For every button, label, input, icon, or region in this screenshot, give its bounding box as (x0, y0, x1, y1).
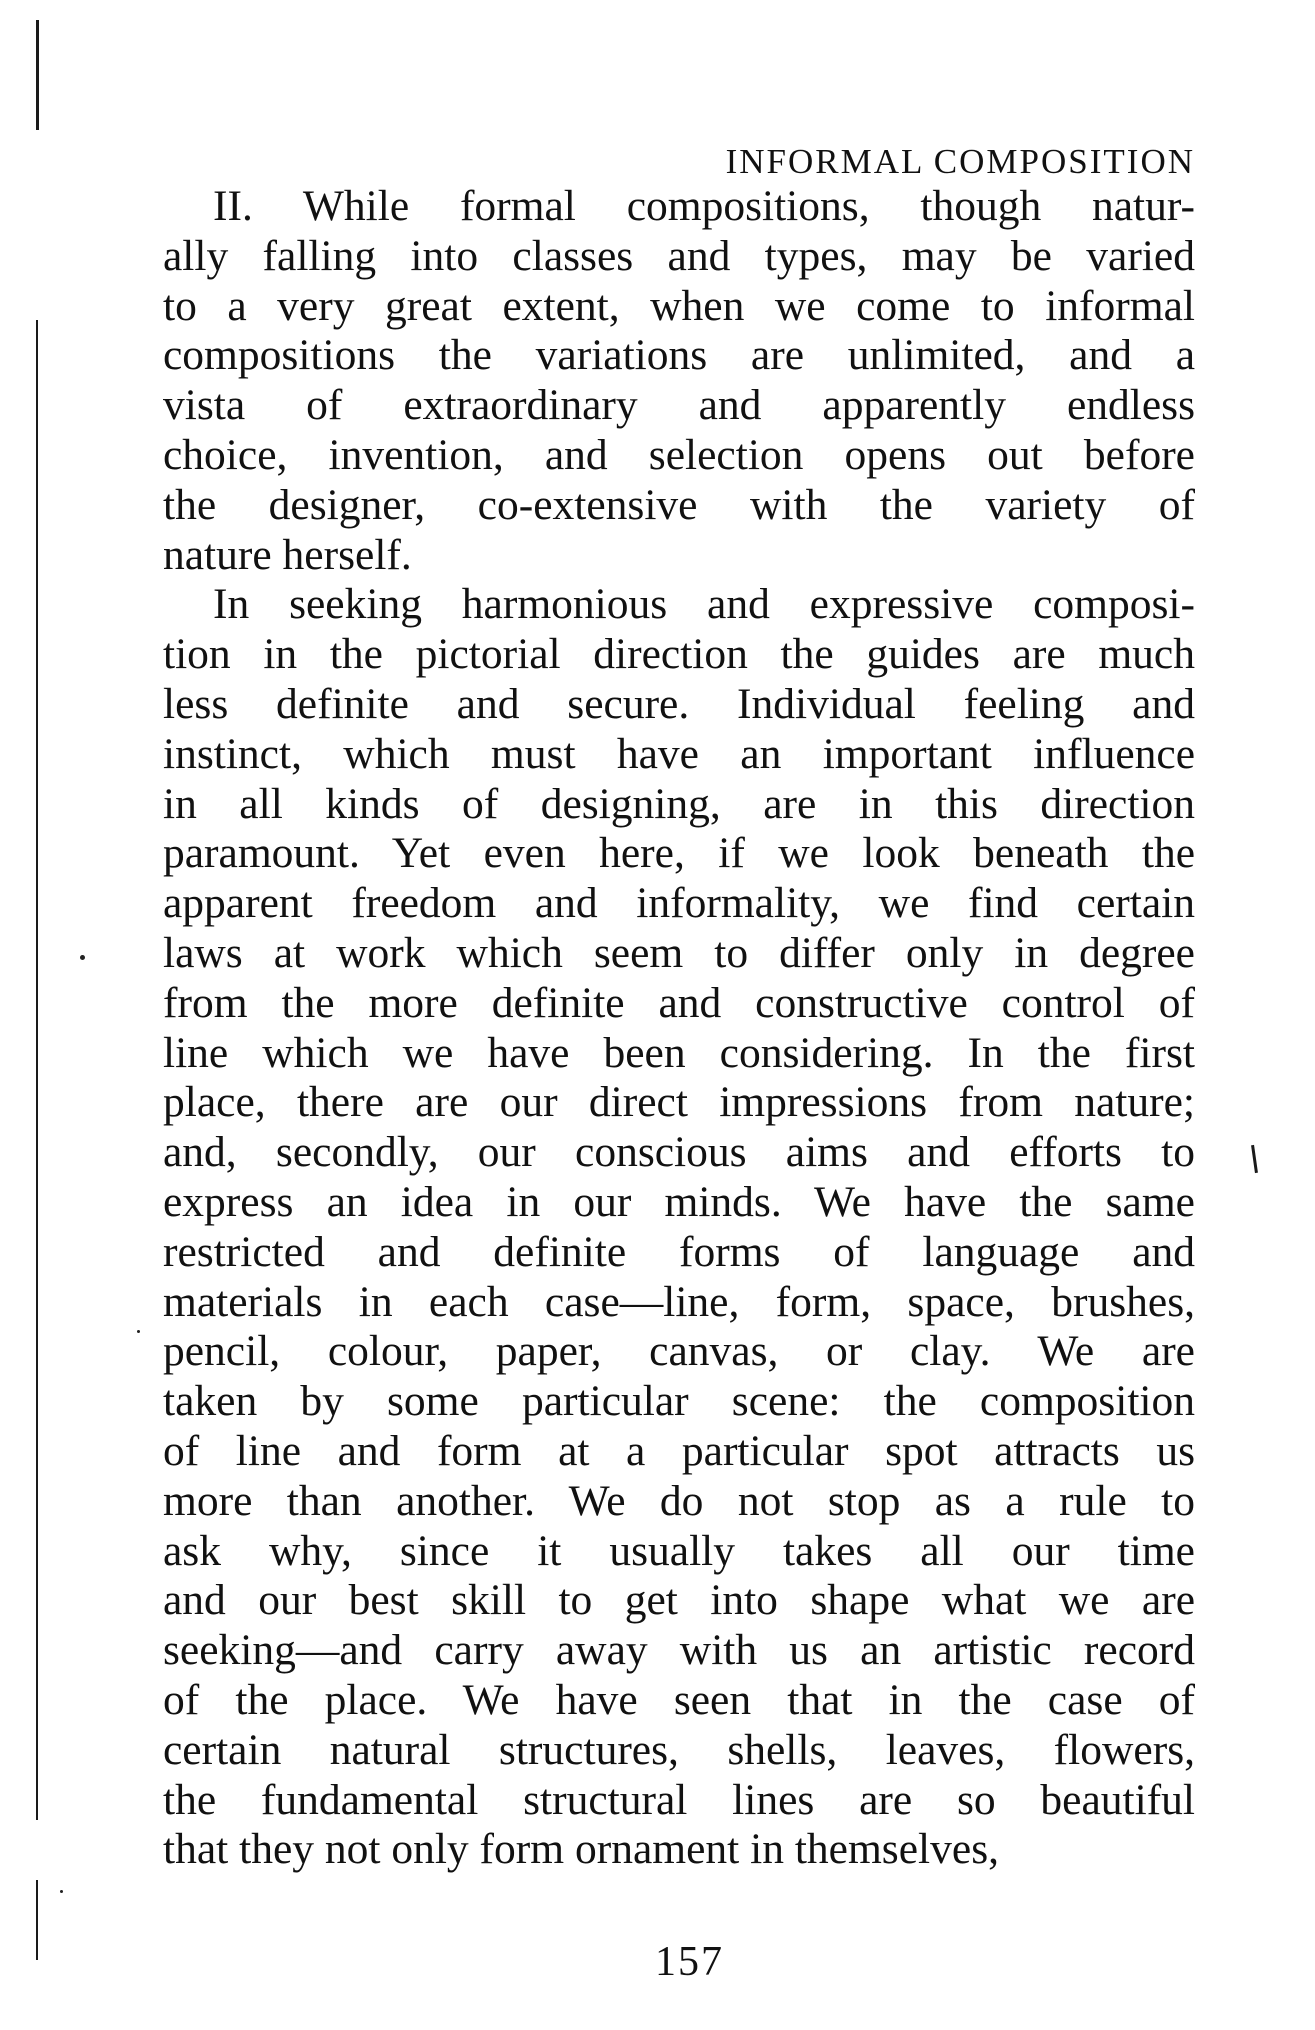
paragraph (163, 580, 1195, 1875)
text-line: vista of extraordinary and apparently endless (163, 381, 1195, 430)
text-line: nature herself. (163, 530, 412, 579)
text-line: that they not only form ornament in themselves, (163, 1825, 999, 1874)
text-line: II. While formal compositions, though natur- (213, 182, 1195, 230)
text-line: express an idea in our minds. We have the same (163, 1177, 1195, 1226)
text-line: place, there are our direct impressions from nature; (163, 1078, 1195, 1127)
binding-edge-mark (36, 320, 38, 1820)
text-line: more than another. We do not stop as a rule to (163, 1476, 1195, 1525)
page-number: 157 (655, 1939, 724, 1985)
text-line: ask why, since it usually takes all our time (163, 1526, 1195, 1575)
text-line: the designer, co-extensive with the variety of (163, 480, 1195, 529)
margin-mark (1251, 1145, 1258, 1173)
text-line: to a very great extent, when we come to informal (163, 281, 1195, 330)
text-line: compositions the variations are unlimited, and a (163, 331, 1195, 380)
text-line: from the more definite and constructive control of (163, 978, 1195, 1027)
ink-speck (137, 1330, 140, 1333)
text-line: In seeking harmonious and expressive composi- (213, 580, 1195, 629)
text-line: seeking—and carry away with us an artistic record (163, 1626, 1195, 1675)
text-line: pencil, colour, paper, canvas, or clay. We are (163, 1327, 1195, 1376)
text-line: less definite and secure. Individual feeling and (163, 679, 1195, 728)
text-line: of line and form at a particular spot attracts us (163, 1426, 1195, 1475)
text-line: and our best skill to get into shape what we are (163, 1576, 1195, 1625)
text-line: line which we have been considering. In the first (163, 1028, 1195, 1077)
body-text (163, 182, 1195, 1875)
binding-edge-mark (36, 1880, 38, 1960)
ink-speck (60, 1890, 63, 1893)
text-line: restricted and definite forms of language and (163, 1227, 1195, 1276)
text-line: certain natural structures, shells, leaves, flowers, (163, 1725, 1195, 1774)
text-line: and, secondly, our conscious aims and efforts to (163, 1128, 1195, 1177)
text-line: laws at work which seem to differ only in degree (163, 928, 1195, 977)
ink-speck (80, 955, 85, 960)
text-line: ally falling into classes and types, may be varied (163, 231, 1195, 280)
text-line: the fundamental structural lines are so beautiful (163, 1775, 1195, 1824)
text-line: materials in each case—line, form, space, brushes, (163, 1277, 1195, 1326)
text-line: instinct, which must have an important influence (163, 729, 1195, 778)
text-line: apparent freedom and informality, we find certain (163, 879, 1195, 928)
running-head: INFORMAL COMPOSITION (725, 142, 1195, 181)
text-line: in all kinds of designing, are in this direction (163, 779, 1195, 828)
text-line: of the place. We have seen that in the case of (163, 1675, 1195, 1724)
binding-edge-mark (36, 20, 39, 130)
text-line: paramount. Yet even here, if we look beneath the (163, 829, 1195, 878)
text-line: tion in the pictorial direction the guides are much (163, 630, 1195, 679)
text-line: taken by some particular scene: the composition (163, 1377, 1195, 1426)
text-line: choice, invention, and selection opens out before (163, 430, 1195, 479)
paragraph (163, 182, 1195, 580)
